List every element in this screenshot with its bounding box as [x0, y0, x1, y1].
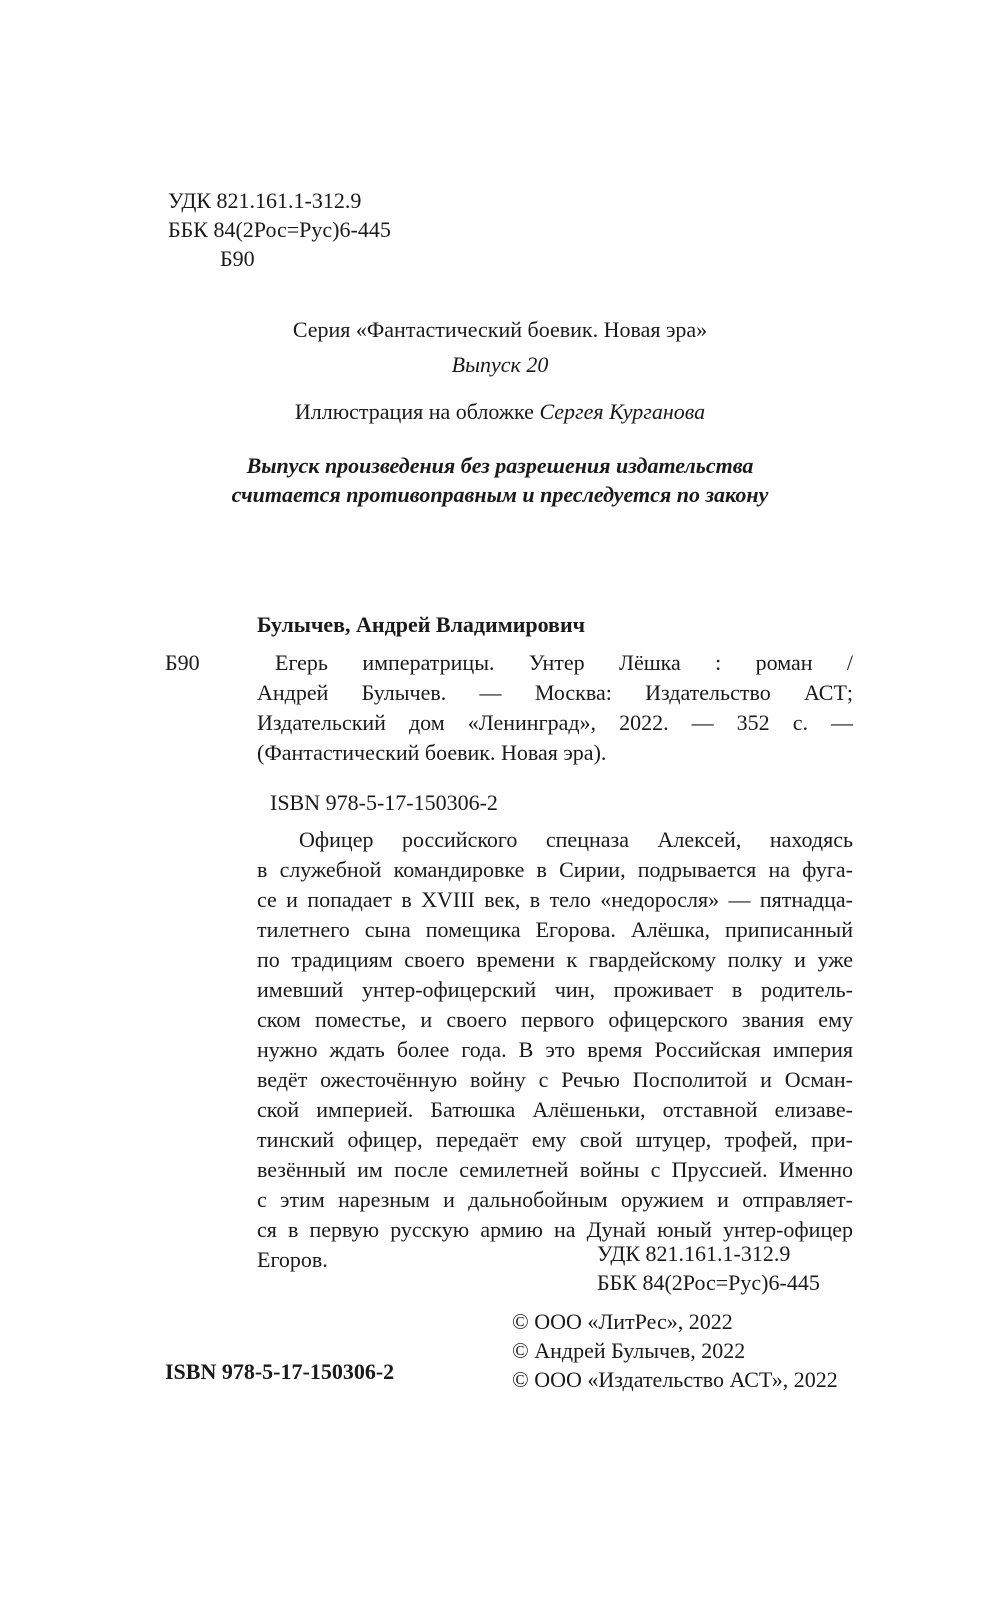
annotation-line: ском поместье, и своего первого офицерского звания ему [257, 1007, 853, 1032]
annotation-line: тинский офицер, передаёт ему свой штуцер, трофей, при- [257, 1127, 853, 1152]
annotation-line: с этим нарезным и дальнобойным оружием и отправляет- [257, 1187, 853, 1212]
author-mark: Б90 [220, 246, 255, 271]
catalog-mark: Б90 [165, 650, 200, 675]
footer-isbn: ISBN 978-5-17-150306-2 [165, 1359, 395, 1384]
copyright-line: © ООО «Издательство АСТ», 2022 [512, 1367, 838, 1392]
annotation-line: тилетнего сына помещика Егорова. Алёшка, приписанный [257, 917, 853, 942]
illustration-prefix: Иллюстрация на обложке [294, 399, 534, 424]
copyright-line: © Андрей Булычев, 2022 [512, 1338, 746, 1363]
annotation-line: по традициям своего времени к гвардейскому полку и уже [257, 947, 853, 972]
catalog-line: Андрей Булычев. — Москва: Издательство АСТ; [257, 680, 853, 705]
series-title: Серия «Фантастический боевик. Новая эра» [292, 317, 708, 342]
annotation-line: имевший унтер-офицерский чин, проживает в родитель- [257, 977, 853, 1002]
legal-warning-line-2: считается противоправным и преследуется по закону [231, 482, 769, 507]
annotation-line: Егоров. [257, 1247, 328, 1272]
catalog-isbn: ISBN 978-5-17-150306-2 [270, 790, 498, 815]
catalog-description [257, 648, 853, 768]
annotation-line: нужно ждать более года. В это время Российская империя [257, 1037, 853, 1062]
copyright-line: © ООО «ЛитРес», 2022 [512, 1309, 733, 1334]
series-issue: Выпуск 20 [451, 352, 549, 377]
catalog-author: Булычев, Андрей Владимирович [257, 612, 586, 637]
bbk-code: ББК 84(2Рос=Рус)6-445 [168, 217, 391, 242]
footer-bbk: ББК 84(2Рос=Рус)6-445 [597, 1270, 820, 1295]
illustration-credit [0, 397, 1000, 427]
udk-code: УДК 821.161.1-312.9 [168, 188, 362, 213]
annotation-line: ся в первую русскую армию на Дунай юный унтер-офицер [257, 1217, 853, 1242]
annotation-line: се и попадает в XVIII век, в тело «недоросля» — пятнадца- [257, 887, 853, 912]
catalog-line: Издательский дом «Ленинград», 2022. — 352 с. — [257, 710, 853, 735]
catalog-line: (Фантастический боевик. Новая эра). [257, 740, 607, 765]
legal-warning-line-1: Выпуск произведения без разрешения издательства [246, 453, 754, 478]
catalog-line: Егерь императрицы. Унтер Лёшка : роман / [275, 650, 853, 675]
annotation-line: в служебной командировке в Сирии, подрывается на фуга- [257, 857, 853, 882]
annotation [257, 825, 853, 1275]
annotation-line: ской империей. Батюшка Алёшеньки, отставной елизаве- [257, 1097, 853, 1122]
footer-udk: УДК 821.161.1-312.9 [597, 1241, 791, 1266]
annotation-line: везённый им после семилетней войны с Пруссией. Именно [257, 1157, 853, 1182]
annotation-line: Офицер российского спецназа Алексей, находясь [299, 827, 853, 852]
annotation-line: ведёт ожесточённую войну с Речью Посполитой и Осман- [257, 1067, 853, 1092]
illustration-artist: Сергея Курганова [539, 399, 706, 424]
